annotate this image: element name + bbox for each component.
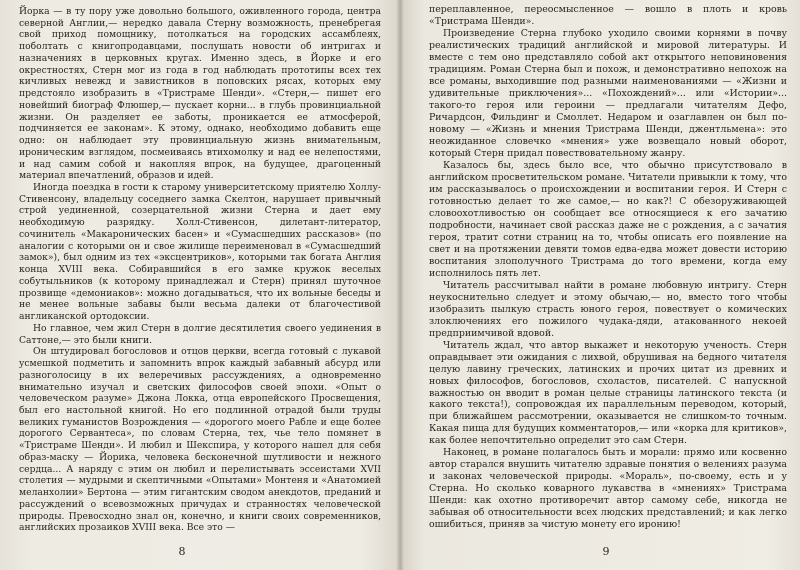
paragraph: Читатель рассчитывал найти в романе любовную интригу. Стерн неукоснительно следует и этому обычаю,— но, вместо того чтобы изобразить пылкую страсть юного героя, повествует о комических злоключениях его пожилого чудака-дяди, атакованного некоей предприимчивой вдовой. (429, 279, 787, 339)
paragraph: Произведение Стерна глубоко уходило своими корнями в почву реалистических традиций английской и мировой литературы. И вместе с тем оно представляло собой акт открытого неповиновения традициям. Роман Стерна был и похож, и демонстративно непохож на все романы, выходившие под разными наименованиями — «Жизни и удивительные приключения»... «Похождений»... или «Истории»... такого-то героя или героини — предлагали читателям Дефо, Ричардсон, Фильдинг и Смоллет. Недаром и озаглавлен он был по-новому — «Жизнь и мнения Тристрама Шенди, джентльмена»: это неожиданное словечко «мнения» уже возвещало новый оборот, который Стерн придал повествовательному жанру. (429, 27, 787, 159)
right-page-text (429, 4, 787, 531)
paragraph: Казалось бы, здесь было все, что обычно присутствовало в английском просветительском романе. Читатели привыкли к тому, что им рассказывалось о происхождении и воспитании героя. И Стерн с готовностью делает то же самое,— но как?! С обезоруживающей словоохотливостью он сообщает все относящиеся к его зачатию подробности, начинает свой рассказ даже не с рождения, а с зачатия героя, тратит сотни страниц на то, чтобы описать его появление на свет и на протяжении девяти томов едва-едва может довести историю воспитания злополучного Тристрама до того времени, когда ему исполнилось пять лет. (429, 159, 787, 279)
page-number: 9 (602, 545, 610, 558)
paragraph: Но главное, чем жил Стерн в долгие десятилетия своего уединения в Саттоне,— это были книги. (19, 322, 381, 346)
book-gutter (396, 0, 404, 570)
right-page (400, 0, 800, 570)
paragraph: Читатель ждал, что автор выкажет и некоторую ученость. Стерн оправдывает эти ожидания с лихвой, обрушивая на бедного читателя целую лавину греческих, латинских и прочих цитат из древних и новых философов, богословов, схоластов, писателей. С напускной важностью он вводит в роман целые страницы латинского текста (и какого текста!), сопровождая их параллельным переводом, который, при ближайшем рассмотрении, оказывается не слишком-то точным. Какая пища для будущих комментаторов,— или «корка для критиков», как более непочтительно определит это сам Стерн. (429, 339, 787, 447)
left-page-text (19, 6, 381, 534)
paragraph: Он штудировал богословов и отцов церкви, всегда готовый с лукавой усмешкой подметить и запомнить впрок каждый забавный абсурд или разноголосицу в их велеречивых рассуждениях, а одновременно внимательно изучал и светских философов своей эпохи. «Опыт о человеческом разуме» Джона Локка, отца европейского Просвещения, был его настольной книгой. Но его подлинной отрадой были труды великих гуманистов Возрождения — «дорогого моего Рабле и еще более дорогого Сервантеса», по словам Стерна, тех, чье тело помянет в «Тристраме Шенди». И любил и Шекспира, у которого нашел для себя образ-маску — Йорика, человека бесконечной шутливости и нежного сердца... А наряду с этим он любил и перелистывать эссеистами XVII столетия — мудрыми и скептичными «Опытами» Монтеня и «Анатомией меланхолии» Бертона — этим гигантским сводом анекдотов, преданий и рассуждений о всевозможных причудах и странностях человеческой природы. Превосходно знал он, конечно, и книги своих современников, английских прозаиков XVIII века. Все это — (19, 346, 381, 534)
page-number: 8 (178, 545, 186, 558)
paragraph: Йорка — в ту пору уже довольно большого, оживленного города, центра северной Англии,— нередко давала Стерну возможность, пренебрегая свой приход помощнику, потолкаться на городских ассамблеях, поболтать с книгопродавцами, послушать новости об интригах и назначениях в церковных кругах. Именно здесь, в Йорке и его окрестностях, Стерн мог из года в год наблюдать прототипы всех тех кичливых невежд и завистников в поповских рясах, которых ему предстояло изобразить в «Тристраме Шенди». «Стерн,— пишет его новейший биограф Флюшер,— пускает корни... в глубь провинциальной жизни. Он разделяет ее заботы, проникается ее атмосферой, подчиняется ее законам». К этому, однако, необходимо добавить еще одно: он наблюдает эту провинциальную жизнь внимательным, ироническим взглядом, посмеиваясь втихомолку и над ее нелепостями, и над самим собой и накопляя впрок, на будущее, драгоценный материал впечатлений, образов и идей. (19, 6, 381, 182)
paragraph: переплавленное, переосмысленное — вошло в плоть и кровь «Тристрама Шенди». (429, 4, 787, 27)
paragraph: Наконец, в романе полагалось быть и морали: прямо или косвенно автор старался внушить читателю здравые понятия о велениях разума и законах человеческой природы. «Мораль», по-своему, есть и у Стерна. Но сколько коварного лукавства в «мнениях» Тристрама Шенди: как охотно противоречит автор самому себе, никогда не забывая об относительности всех людских представлений; и как легко ошибиться, приняв за чистую монету его иронию! (429, 447, 787, 531)
paragraph: Иногда поездка в гости к старому университетскому приятелю Холлу-Стивенсону, владельцу соседнего замка Скелтон, нарушает привычный строй уединенной, созерцательной жизни Стерна и дает ему необходимую разрядку. Холл-Стивенсон, дилетант-литератор, сочинитель «Макаронических басен» и «Сумасшедших рассказов» (по аналогии с которыми он и свое жилище переименовал в «Сумасшедший замок»), был одним из тех «эксцентриков», которыми так богата Англия конца XVIII века. Собиравшийся в его замке кружок веселых собутыльников (к которому принадлежал и Стерн) принял шуточное прозвище «демониаков»: можно догадываться, что их вольные беседы и не менее вольные забавы были весьма далеки от благочестивой англиканской ортодоксии. (19, 182, 381, 323)
